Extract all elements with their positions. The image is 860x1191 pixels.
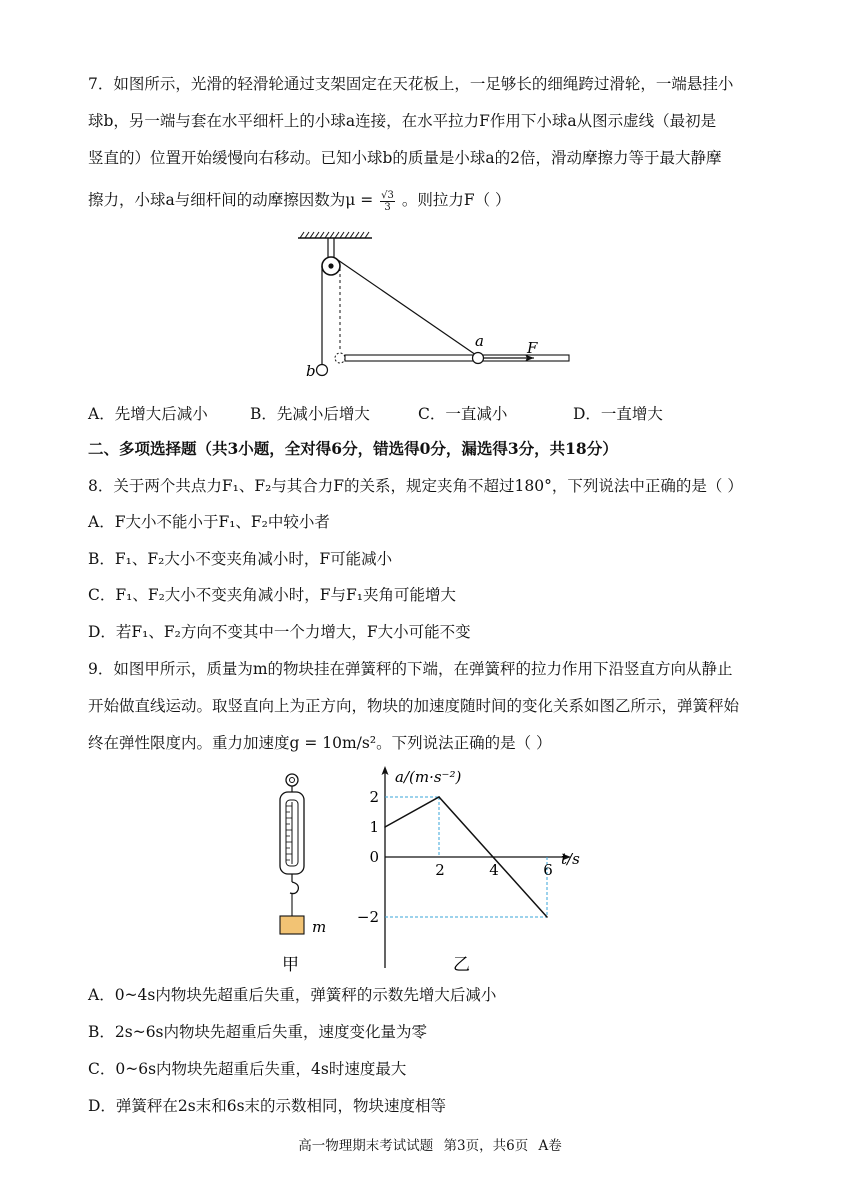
q7-options	[88, 402, 788, 424]
q7-option-c[interactable]: C．一直减小	[418, 405, 508, 423]
q8-option-a[interactable]: A．F大小不能小于F₁、F₂中较小者	[88, 513, 330, 531]
page-footer: 高一物理期末考试试题 第3页，共6页 A卷	[298, 1138, 562, 1154]
y-tick-label-0: 2	[369, 788, 379, 806]
q9-line-2: 开始做直线运动。取竖直向上为正方向，物块的加速度随时间的变化关系如图乙所示，弹簧秤始	[88, 697, 740, 715]
x-tick-label-1: 4	[489, 861, 499, 879]
ball-a	[473, 353, 484, 364]
ceiling-hatch	[300, 232, 369, 238]
fig-yi-at-graph	[355, 760, 590, 980]
scale-hook	[290, 882, 298, 894]
label-a: a	[475, 332, 484, 350]
q9-option-c[interactable]: C．0~6s内物块先超重后失重，4s时速度最大	[88, 1060, 407, 1078]
y-tick-label-2: 0	[369, 848, 379, 866]
label-b: b	[306, 362, 316, 380]
q7-option-d[interactable]: D．一直增大	[573, 405, 663, 423]
q8-stem: 8．关于两个共点力F₁、F₂与其合力F的关系，规定夹角不超过180°，下列说法中正确的是（ ）	[88, 477, 743, 495]
label-F: F	[527, 339, 538, 357]
q7-line-1: 7．如图所示，光滑的轻滑轮通过支架固定在天花板上，一足够长的细绳跨过滑轮，一端悬挂小	[88, 75, 734, 93]
q7-option-a[interactable]: A．先增大后减小	[88, 405, 208, 423]
x-tick-label-2: 6	[543, 861, 553, 879]
y-axis-label: a/(m·s⁻²)	[395, 768, 462, 786]
label-m: m	[312, 918, 327, 936]
mu-denominator: 3	[384, 201, 391, 213]
scale-top-ring	[286, 774, 298, 786]
fig-jia-spring-scale	[270, 770, 350, 980]
q7-line-4	[88, 189, 778, 213]
q7-line-4-post: 。则拉力F（ ）	[401, 191, 511, 209]
mu-fraction	[380, 190, 395, 213]
section-2-heading: 二、多项选择题（共3小题，全对得6分，错选得0分，漏选得3分，共18分）	[88, 439, 618, 458]
y-tick-label-3: −2	[356, 908, 379, 926]
initial-ball-a-dashed	[335, 353, 345, 363]
caption-yi: 乙	[453, 955, 470, 975]
ball-b	[317, 365, 328, 376]
x-tick-label-0: 2	[435, 861, 445, 879]
q7-line-4-pre: 擦力，小球a与细杆间的动摩擦因数为μ =	[88, 191, 374, 209]
x-axis-label: t/s	[561, 850, 580, 868]
q9-option-d[interactable]: D．弹簧秤在2s末和6s末的示数相同，物块速度相等	[88, 1097, 447, 1115]
q9-option-b[interactable]: B．2s~6s内物块先超重后失重，速度变化量为零	[88, 1023, 428, 1041]
q8-option-b[interactable]: B．F₁、F₂大小不变夹角减小时，F可能减小	[88, 550, 393, 568]
q7-pulley-figure	[290, 228, 580, 388]
pulley-axle	[328, 263, 333, 268]
data-point-1	[438, 796, 440, 798]
data-point-3	[546, 916, 548, 918]
block-m	[280, 916, 304, 934]
y-tick-label-1: 1	[369, 818, 379, 836]
q9-line-3: 终在弹性限度内。重力加速度g = 10m/s²。下列说法正确的是（ ）	[88, 734, 552, 752]
q7-option-b[interactable]: B．先减小后增大	[250, 405, 370, 423]
rope-to-a	[335, 258, 476, 355]
caption-jia: 甲	[282, 955, 299, 975]
data-point-0	[384, 826, 386, 828]
data-point-2	[492, 856, 494, 858]
mu-numerator: √3	[381, 189, 394, 201]
q7-line-2: 球b，另一端与套在水平细杆上的小球a连接，在水平拉力F作用下小球a从图示虚线（最初是	[88, 112, 717, 130]
q8-option-d[interactable]: D．若F₁、F₂方向不变其中一个力增大，F大小可能不变	[88, 623, 471, 641]
q9-option-a[interactable]: A．0~4s内物块先超重后失重，弹簧秤的示数先增大后减小	[88, 986, 497, 1004]
q9-line-1: 9．如图甲所示，质量为m的物块挂在弹簧秤的下端，在弹簧秤的拉力作用下沿竖直方向从静止	[88, 660, 733, 678]
q7-line-3: 竖直的）位置开始缓慢向右移动。已知小球b的质量是小球a的2倍，滑动摩擦力等于最大静摩	[88, 149, 722, 167]
q8-option-c[interactable]: C．F₁、F₂大小不变夹角减小时，F与F₁夹角可能增大	[88, 586, 457, 604]
